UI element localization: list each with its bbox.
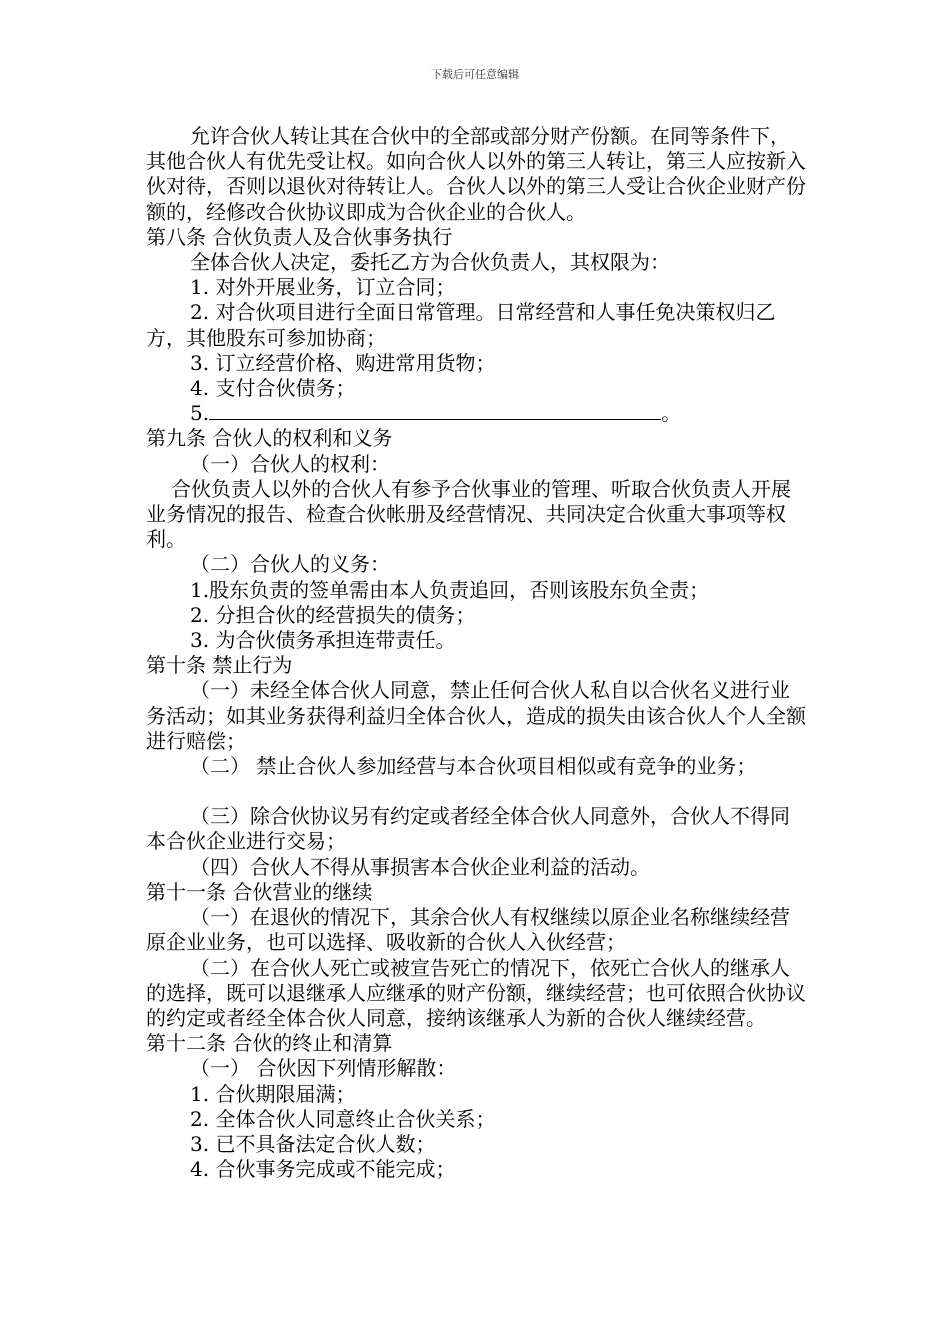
article-12-item-4: 4. 合伙事务完成或不能完成； xyxy=(190,1157,456,1182)
article-9-rights-heading: （一）合伙人的权利： xyxy=(190,451,390,476)
article-10-item-3: （三）除合伙协议另有约定或者经全体合伙人同意外，合伙人不得同本合伙企业进行交易； xyxy=(146,804,790,854)
article-10-item-1: （一）未经全体合伙人同意，禁止任何合伙人私自以合伙名义进行业务活动；如其业务获得利益归全体合伙人，造成的损失由该合伙人个人全额进行赔偿； xyxy=(146,678,806,753)
article-9-duty-1: 1.股东负责的签单需由本人负责追回，否则该股东负全责； xyxy=(190,577,710,602)
article-12-heading: （一） 合伙因下列情形解散： xyxy=(190,1056,457,1081)
article-12-title: 第十二条 合伙的终止和清算 xyxy=(146,1031,393,1056)
blank-line xyxy=(146,779,808,804)
article-9-rights-text: 合伙负责人以外的合伙人有参予合伙事业的管理、听取合伙负责人开展业务情况的报告、检查合伙帐册及经营情况、共同决定合伙重大事项等权利。 xyxy=(146,476,791,552)
article-8-item-5 xyxy=(146,401,808,426)
page-header: 下载后可任意编辑 xyxy=(431,68,519,81)
blank-fill-line xyxy=(209,401,661,420)
article-12-item-1: 1. 合伙期限届满； xyxy=(190,1081,356,1106)
paragraph-transfer: 允许合伙人转让其在合伙中的全部或部分财产份额。在同等条件下，其他合伙人有优先受让权。如向合伙人以外的第三人转让，第三人应按新入伙对待，否则以退伙对待转让人。合伙人以外的第三人受让合伙企业财产份额的，经修改合伙协议即成为合伙企业的合伙人。 xyxy=(146,124,806,224)
article-10-title: 第十条 禁止行为 xyxy=(146,653,293,678)
article-8-title: 第八条 合伙负责人及合伙事务执行 xyxy=(146,224,453,249)
article-11-title: 第十一条 合伙营业的继续 xyxy=(146,879,373,904)
article-11-item-1: （一）在退伙的情况下，其余合伙人有权继续以原企业名称继续经营原企业业务，也可以选择、吸收新的合伙人入伙经营； xyxy=(146,905,790,955)
article-10-item-4: （四）合伙人不得从事损害本合伙企业利益的活动。 xyxy=(190,854,650,879)
article-9-duty-2: 2. 分担合伙的经营损失的债务； xyxy=(190,602,476,627)
article-9-duty-3: 3. 为合伙债务承担连带责任。 xyxy=(190,628,456,653)
document-body xyxy=(146,124,808,1182)
item-5-period: 。 xyxy=(661,401,682,426)
article-12-item-2: 2. 全体合伙人同意终止合伙关系； xyxy=(190,1106,496,1131)
article-11-item-2: （二）在合伙人死亡或被宣告死亡的情况下，依死亡合伙人的继承人的选择，既可以退继承人应继承的财产份额，继续经营；也可依照合伙协议的约定或者经全体合伙人同意，接纳该继承人为新的合伙人继续经营。 xyxy=(146,955,806,1030)
item-5-number: 5. xyxy=(190,401,210,426)
article-8-item-1: 1. 对外开展业务，订立合同； xyxy=(190,275,456,300)
article-9-title: 第九条 合伙人的权利和义务 xyxy=(146,426,393,451)
article-12-item-3: 3. 已不具备法定合伙人数； xyxy=(190,1131,436,1156)
article-10-item-2: （二） 禁止合伙人参加经营与本合伙项目相似或有竞争的业务； xyxy=(190,754,757,779)
article-8-intro: 全体合伙人决定，委托乙方为合伙负责人，其权限为： xyxy=(190,250,670,275)
article-9-duties-heading: （二）合伙人的义务： xyxy=(190,552,390,577)
article-8-item-4: 4. 支付合伙债务； xyxy=(190,376,356,401)
article-8-item-2: 2. 对合伙项目进行全面日常管理。日常经营和人事任免决策权归乙方，其他股东可参加协商； xyxy=(146,300,776,350)
article-8-item-3: 3. 订立经营价格、购进常用货物； xyxy=(190,350,496,375)
